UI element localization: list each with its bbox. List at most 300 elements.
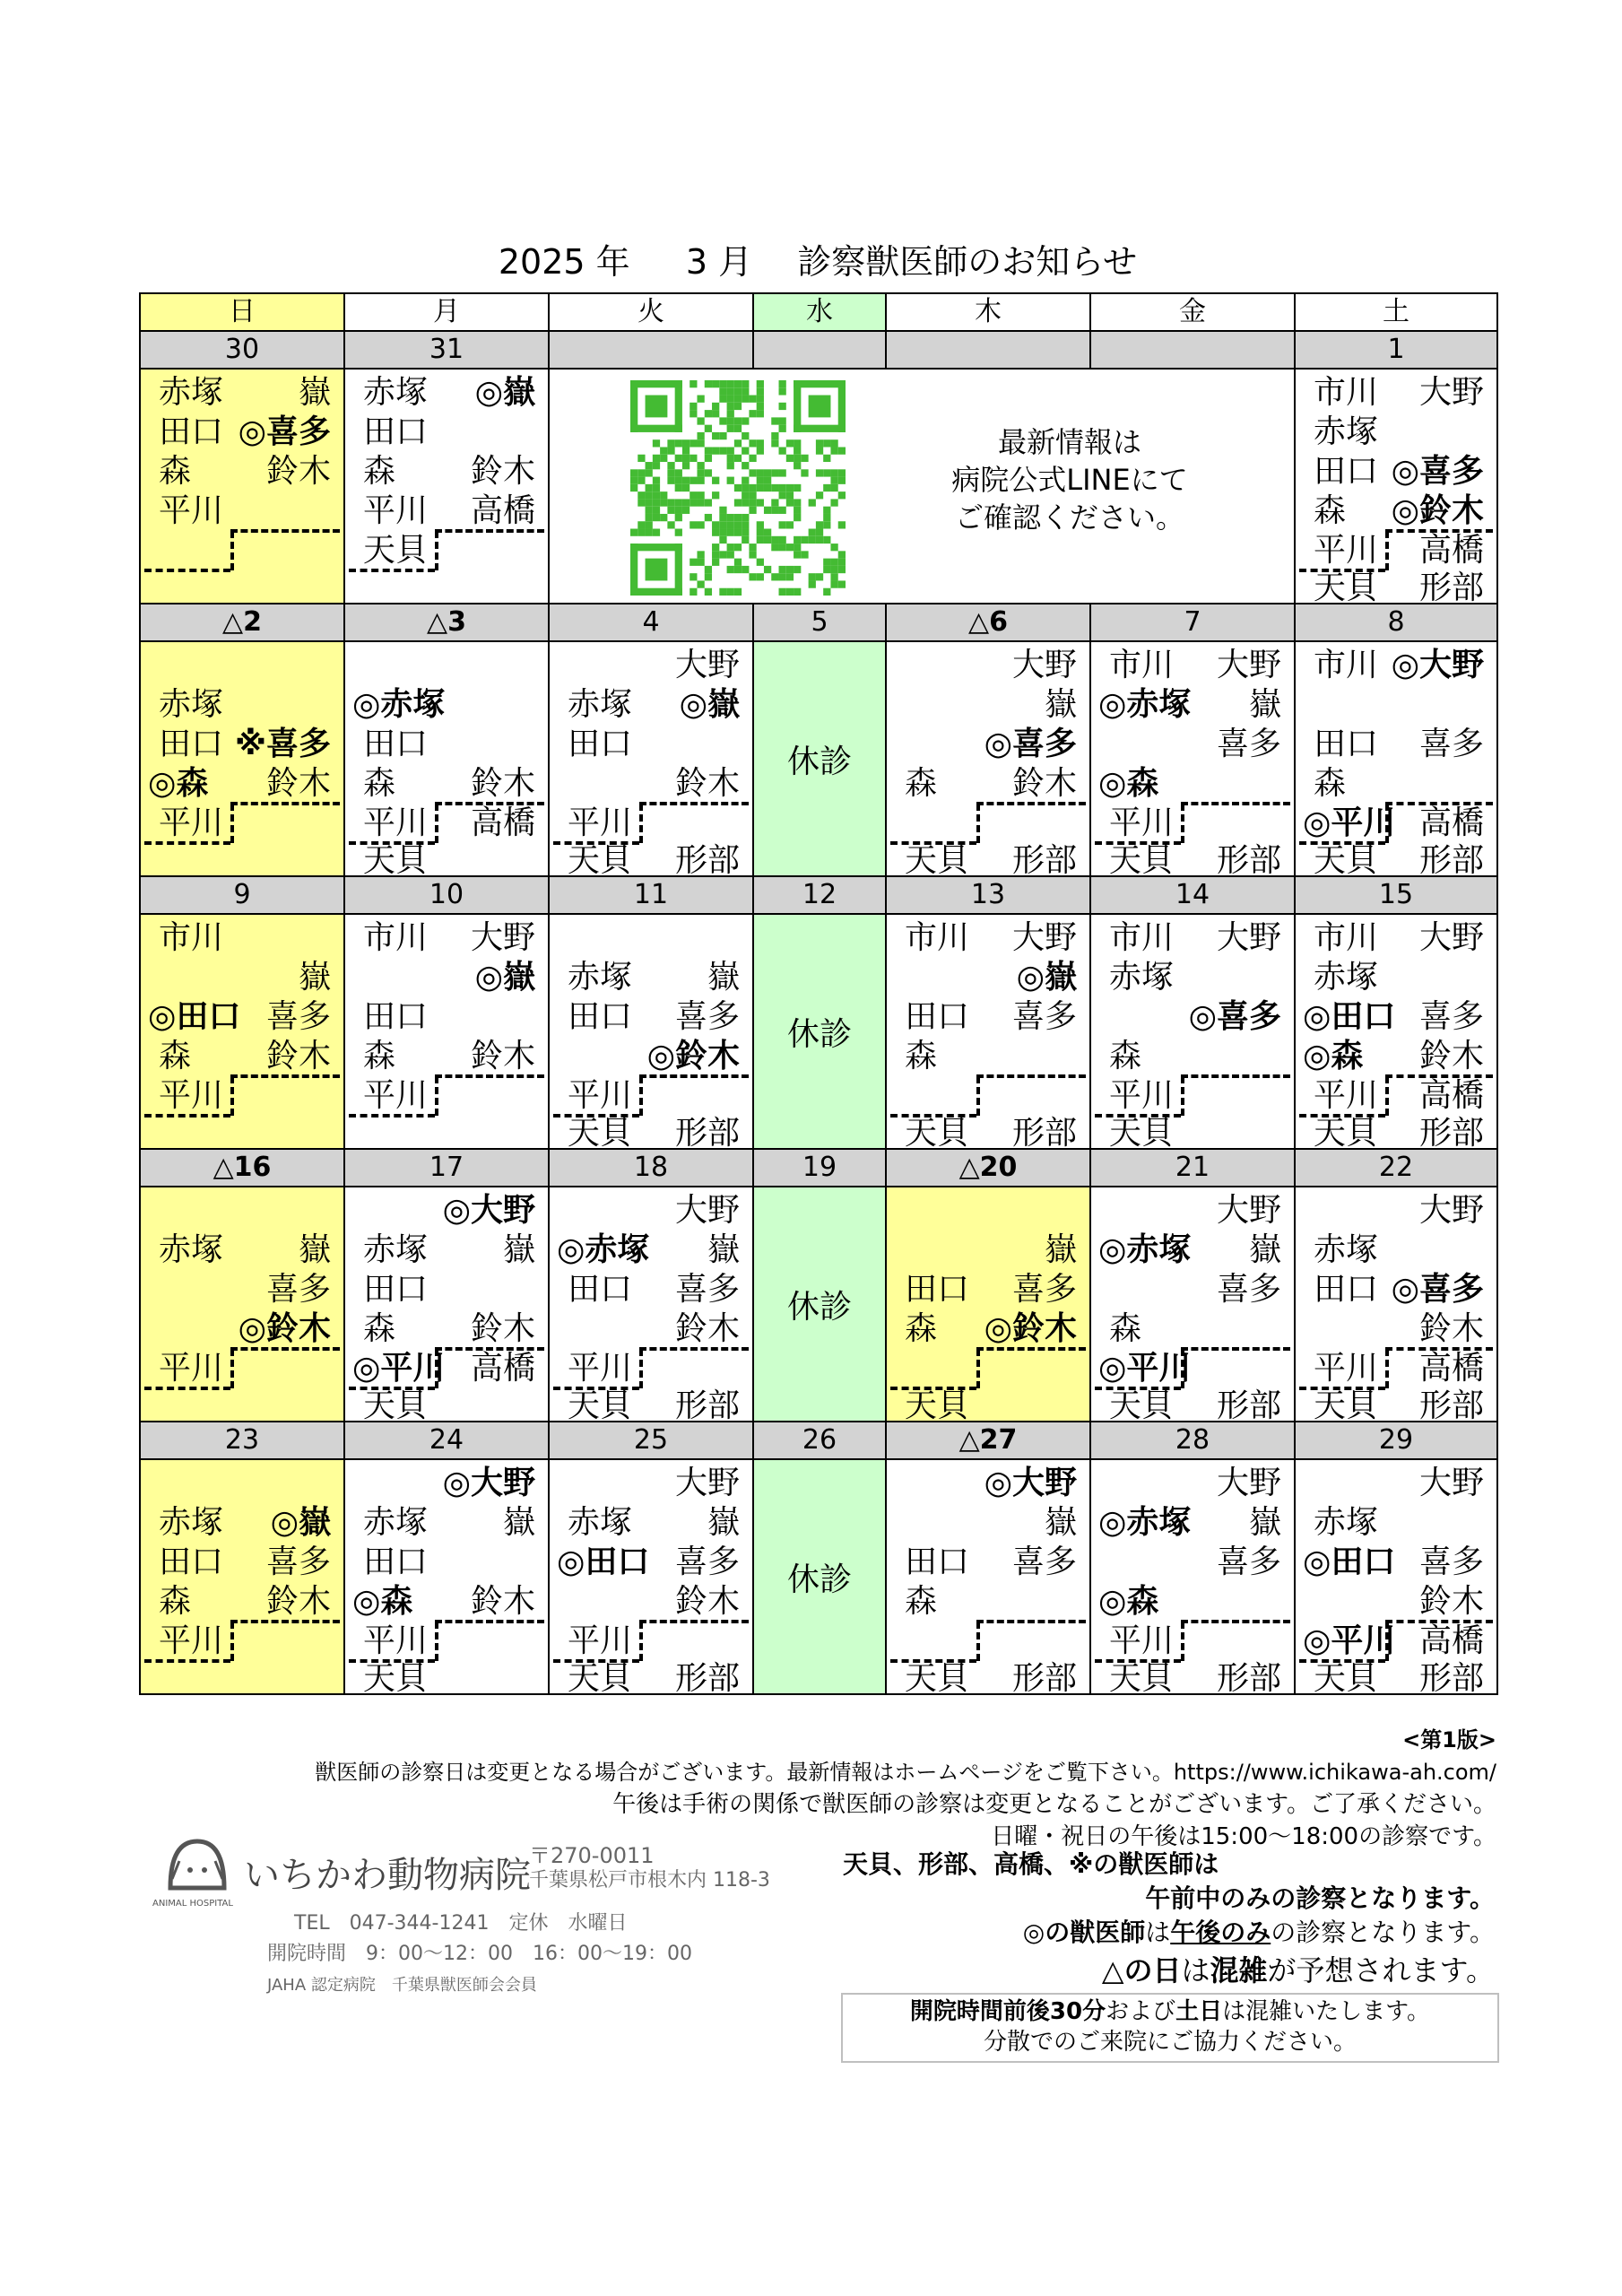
divider-line [639, 1347, 749, 1351]
vet-name: 喜多 [1011, 1544, 1077, 1580]
vet-name: 田口 [905, 998, 970, 1035]
divider-line [553, 1659, 639, 1663]
divider-line [435, 1620, 544, 1623]
date-cell: △16 [140, 1149, 344, 1187]
date-cell: 19 [753, 1149, 886, 1187]
day-cell [140, 1187, 344, 1422]
vet-name: ◎赤塚 [557, 1231, 650, 1268]
divider-line [639, 804, 643, 843]
vet-name: 大野 [1418, 1192, 1484, 1229]
vet-name: 赤塚 [1314, 1504, 1379, 1541]
day-cell [886, 641, 1090, 879]
vet-name: 大野 [470, 919, 535, 956]
divider-line [1095, 1659, 1181, 1663]
vet-name: 鈴木 [1011, 765, 1077, 802]
divider-line [1181, 804, 1184, 843]
vet-name: 田口 [905, 1544, 970, 1580]
divider-line [435, 1349, 438, 1388]
vet-name: 鈴木 [265, 1038, 331, 1074]
vet-name: 鈴木 [265, 1583, 331, 1620]
schedule-row [140, 1187, 1497, 1422]
divider-line [230, 1076, 234, 1116]
divider-line [1385, 531, 1389, 570]
divider-line [890, 1659, 976, 1663]
vet-name: 市川 [363, 919, 429, 956]
vet-name: 喜多 [674, 1271, 740, 1308]
day-cell [344, 1187, 549, 1422]
day-cell [886, 1187, 1090, 1422]
vet-name: 喜多 [265, 1271, 331, 1308]
vet-name: 市川 [1314, 647, 1379, 683]
hospital-address: 千葉県松戸市根木内 118-3 [529, 1869, 770, 1892]
divider-line [1299, 841, 1385, 845]
vet-name: 喜多 [1011, 998, 1077, 1035]
divider-line [639, 1622, 643, 1661]
vet-name: ◎森 [352, 1583, 413, 1620]
vet-name: 赤塚 [1109, 959, 1175, 996]
vet-name: 田口 [1314, 726, 1379, 762]
date-cell: △6 [886, 604, 1090, 641]
weekday-5: 金 [1090, 293, 1295, 331]
divider-line [144, 1114, 230, 1118]
date-cell: 21 [1090, 1149, 1295, 1187]
vet-name: 形部 [674, 1115, 740, 1152]
vet-name: 形部 [1216, 1660, 1281, 1697]
day-cell [1295, 914, 1497, 1152]
day-cell [344, 914, 549, 1149]
vet-name: 田口 [363, 413, 429, 450]
vet-name: 赤塚 [568, 686, 633, 723]
vet-name: ◎嶽 [679, 686, 740, 723]
divider-line [349, 1659, 435, 1663]
vet-name: 天貝 [905, 1115, 970, 1152]
vet-name: 天貝 [363, 1660, 429, 1697]
vet-name: 天貝 [568, 842, 633, 879]
vet-name: 嶽 [502, 1504, 535, 1541]
vet-name: 天貝 [568, 1115, 633, 1152]
vet-name: 平川 [568, 804, 633, 841]
day-cell [1295, 1187, 1497, 1422]
vet-name: 鈴木 [674, 1583, 740, 1620]
divider-line [435, 1074, 544, 1078]
divider-line [230, 529, 340, 533]
vet-name: 嶽 [1248, 1231, 1281, 1268]
vet-name: 赤塚 [159, 1231, 224, 1268]
date-row [140, 1149, 1497, 1187]
divider-line [976, 1076, 980, 1116]
note-line-pm: ◎の獣医師は午後のみの診察となります。 [1022, 1918, 1495, 1947]
vet-name: 平川 [1109, 1622, 1175, 1659]
date-cell: 10 [344, 876, 549, 914]
vet-name: ◎森 [1098, 765, 1159, 802]
vet-name: 森 [1314, 765, 1347, 802]
vet-name: ◎嶽 [1016, 959, 1077, 996]
date-cell: 11 [549, 876, 753, 914]
closed-label: 休診 [786, 743, 852, 780]
vet-name: 天貝 [1314, 1387, 1379, 1424]
weekday-3: 水 [753, 293, 886, 331]
divider-line [639, 802, 749, 805]
vet-name: 平川 [159, 492, 224, 529]
day-cell [1295, 369, 1497, 604]
divider-line [639, 1076, 643, 1116]
vet-name: 大野 [1418, 1465, 1484, 1501]
date-cell [753, 331, 886, 369]
divider-line [230, 531, 234, 570]
date-cell: 7 [1090, 604, 1295, 641]
date-cell: 23 [140, 1422, 344, 1459]
divider-line [1181, 1622, 1184, 1661]
hospital-hours: 開院時間 9：00〜12：00 16：00〜19：00 [267, 1943, 692, 1965]
divider-line [1385, 1347, 1493, 1351]
divider-line [1181, 802, 1290, 805]
line-qr-code-icon[interactable] [630, 380, 846, 596]
date-cell: △20 [886, 1149, 1090, 1187]
crowd-notice-box: 開院時間前後30分および土日は混雑いたします。 分散でのご来院にご協力ください。 [841, 1993, 1499, 2063]
vet-name: 森 [159, 1038, 192, 1074]
vet-name: 天貝 [1314, 1660, 1379, 1697]
vet-name: 森 [905, 765, 938, 802]
vet-name: ◎森 [148, 765, 209, 802]
vet-name: ◎田口 [1303, 998, 1396, 1035]
vet-name: 高橋 [470, 492, 535, 529]
vet-name: 平川 [1314, 532, 1379, 569]
vet-name: 平川 [363, 492, 429, 529]
vet-name: 天貝 [363, 1387, 429, 1424]
divider-line [639, 1074, 749, 1078]
divider-line [1095, 841, 1181, 845]
vet-name: 鈴木 [470, 1310, 535, 1347]
weekday-4: 木 [886, 293, 1090, 331]
closed-label: 休診 [786, 1288, 852, 1326]
vet-name: 喜多 [1418, 1544, 1484, 1580]
vet-name: 天貝 [1314, 570, 1379, 606]
vet-name: 鈴木 [470, 1038, 535, 1074]
divider-line [435, 531, 438, 570]
date-row [140, 876, 1497, 914]
vet-name: ◎鈴木 [646, 1038, 740, 1074]
schedule-row [140, 369, 1497, 604]
vet-name: ◎喜多 [238, 413, 331, 450]
divider-line [976, 1622, 980, 1661]
vet-name: 森 [363, 1310, 396, 1347]
vet-name: ◎鈴木 [1391, 492, 1484, 529]
weekday-1: 月 [344, 293, 549, 331]
vet-name: 赤塚 [363, 374, 429, 411]
date-cell: 5 [753, 604, 886, 641]
vet-name: 田口 [1314, 1271, 1379, 1308]
edition-label: <第1版> [1402, 1727, 1496, 1752]
vet-name: 形部 [1418, 570, 1484, 606]
divider-line [553, 1387, 639, 1390]
divider-line [1181, 1076, 1184, 1116]
day-cell [140, 914, 344, 1149]
vet-name: ◎喜多 [1391, 453, 1484, 490]
divider-line [976, 1349, 980, 1388]
divider-line [349, 1387, 435, 1390]
divider-line [1385, 804, 1389, 843]
weekday-header-row [140, 293, 1497, 331]
calendar-table [139, 292, 1498, 1695]
vet-name: 市川 [1314, 919, 1379, 956]
vet-name: 平川 [1109, 804, 1175, 841]
divider-line [1385, 1622, 1389, 1661]
vet-name: ◎平川 [1303, 804, 1396, 841]
divider-line [890, 1387, 976, 1390]
vet-name: 高橋 [1418, 532, 1484, 569]
day-cell [1090, 641, 1295, 879]
vet-name: 天貝 [568, 1387, 633, 1424]
vet-name: 形部 [1216, 1387, 1281, 1424]
divider-line [1299, 1387, 1385, 1390]
vet-name: 形部 [674, 1660, 740, 1697]
vet-name: 大野 [1216, 919, 1281, 956]
divider-line [349, 1114, 435, 1118]
vet-name: 天貝 [905, 842, 970, 879]
vet-name: 田口 [1314, 453, 1379, 490]
vet-name: ◎大野 [984, 1465, 1077, 1501]
divider-line [144, 1659, 230, 1663]
vet-name: 高橋 [1418, 1077, 1484, 1114]
line-qr-cell [549, 369, 1295, 604]
vet-name: 田口 [363, 1271, 429, 1308]
vet-name: 喜多 [1216, 1271, 1281, 1308]
vet-name: ◎嶽 [270, 1504, 331, 1541]
vet-name: 赤塚 [159, 1504, 224, 1541]
note-line-3: 日曜・祝日の午後は15:00〜18:00の診察です。 [991, 1823, 1496, 1850]
vet-name: ◎嶽 [474, 959, 535, 996]
vet-name: ◎大野 [442, 1192, 535, 1229]
vet-name: 鈴木 [470, 1583, 535, 1620]
vet-name: ◎鈴木 [984, 1310, 1077, 1347]
vet-name: 森 [363, 1038, 396, 1074]
vet-name: 喜多 [1418, 726, 1484, 762]
date-cell: 24 [344, 1422, 549, 1459]
note-bold-2: 午前中のみの診察となります。 [1145, 1883, 1495, 1913]
vet-name: 天貝 [1109, 1387, 1175, 1424]
day-cell [1295, 1459, 1497, 1697]
vet-name: 森 [905, 1583, 938, 1620]
vet-name: 嶽 [298, 1231, 331, 1268]
date-cell: 9 [140, 876, 344, 914]
vet-name: 天貝 [1314, 842, 1379, 879]
vet-name: 大野 [1011, 647, 1077, 683]
date-cell: 1 [1295, 331, 1497, 369]
vet-name: 平川 [1314, 1077, 1379, 1114]
vet-name: 天貝 [1109, 1660, 1175, 1697]
day-cell [140, 1459, 344, 1694]
closed-label: 休診 [786, 1015, 852, 1053]
divider-line [976, 1347, 1086, 1351]
vet-name: 形部 [1418, 1660, 1484, 1697]
vet-name: 形部 [1418, 1387, 1484, 1424]
vet-name: 喜多 [1418, 998, 1484, 1035]
divider-line [976, 1620, 1086, 1623]
vet-name: 大野 [674, 1192, 740, 1229]
closed-label: 休診 [786, 1561, 852, 1598]
divider-line [553, 841, 639, 845]
vet-name: 嶽 [707, 1231, 740, 1268]
vet-name: ◎赤塚 [1098, 1231, 1192, 1268]
hospital-info [152, 1825, 834, 2005]
divider-line [144, 1387, 230, 1390]
divider-line [435, 1076, 438, 1116]
vet-name: 平川 [568, 1077, 633, 1114]
vet-name: 鈴木 [470, 765, 535, 802]
vet-name: 森 [905, 1310, 938, 1347]
vet-name: 田口 [363, 1544, 429, 1580]
day-cell [549, 641, 753, 879]
vet-name: 高橋 [470, 1350, 535, 1387]
divider-line [349, 569, 435, 572]
logo-text: ANIMAL HOSPITAL [152, 1899, 233, 1909]
day-cell [1295, 641, 1497, 879]
date-cell: 8 [1295, 604, 1497, 641]
hospital-jaha: JAHA 認定病院 千葉県獣医師会会員 [267, 1976, 537, 1995]
hospital-tel: TEL 047-344-1241 定休 水曜日 [294, 1912, 628, 1935]
vet-name: ◎田口 [557, 1544, 650, 1580]
vet-name: 形部 [674, 1387, 740, 1424]
divider-line [230, 1622, 234, 1661]
vet-name: 鈴木 [1418, 1583, 1484, 1620]
date-row [140, 604, 1497, 641]
vet-name: 赤塚 [568, 1504, 633, 1541]
date-cell: 17 [344, 1149, 549, 1187]
hospital-zip: 〒270-0011 [529, 1843, 655, 1868]
vet-name: ◎喜多 [1188, 998, 1281, 1035]
vet-name: 平川 [1109, 1077, 1175, 1114]
divider-line [1095, 1114, 1181, 1118]
weekday-0: 日 [140, 293, 344, 331]
vet-name: 田口 [568, 998, 633, 1035]
vet-name: 鈴木 [674, 765, 740, 802]
vet-name: 喜多 [1011, 1271, 1077, 1308]
date-cell: 31 [344, 331, 549, 369]
divider-line [1095, 1387, 1181, 1390]
vet-name: 平川 [1314, 1350, 1379, 1387]
divider-line [639, 1349, 643, 1388]
vet-name: 赤塚 [568, 959, 633, 996]
vet-name: ◎平川 [352, 1350, 446, 1387]
vet-name: 嶽 [1044, 686, 1077, 723]
vet-name: 赤塚 [1314, 1231, 1379, 1268]
hospital-name: いちかわ動物病院 [244, 1855, 531, 1896]
divider-line [230, 1074, 340, 1078]
note-line-2: 午後は手術の関係で獣医師の診察は変更となることがございます。ご了承ください。 [612, 1791, 1496, 1818]
divider-line [230, 1620, 340, 1623]
divider-line [230, 802, 340, 805]
vet-name: ◎大野 [1391, 647, 1484, 683]
vet-name: 市川 [159, 919, 224, 956]
vet-name: ◎田口 [148, 998, 241, 1035]
vet-name: 大野 [1216, 647, 1281, 683]
divider-line [1299, 1659, 1385, 1663]
day-cell [886, 914, 1090, 1152]
date-cell: 25 [549, 1422, 753, 1459]
day-cell [344, 369, 549, 604]
divider-line [976, 1074, 1086, 1078]
day-cell [753, 1187, 886, 1422]
date-cell: 28 [1090, 1422, 1295, 1459]
vet-name: 赤塚 [159, 686, 224, 723]
vet-name: 高橋 [470, 804, 535, 841]
divider-line [976, 804, 980, 843]
vet-name: 赤塚 [1314, 959, 1379, 996]
vet-name: 天貝 [363, 842, 429, 879]
vet-name: 森 [1109, 1310, 1142, 1347]
vet-name: 大野 [1418, 919, 1484, 956]
vet-name: 鈴木 [265, 453, 331, 490]
date-row [140, 1422, 1497, 1459]
vet-name: 形部 [1418, 842, 1484, 879]
vet-name: 大野 [1216, 1465, 1281, 1501]
vet-name: 鈴木 [1418, 1310, 1484, 1347]
vet-name: 高橋 [1418, 1350, 1484, 1387]
divider-line [435, 1622, 438, 1661]
vet-name: 森 [1314, 492, 1347, 529]
vet-name: 高橋 [1418, 1622, 1484, 1659]
page-title: 2025 年 3 月 診察獣医師のお知らせ [498, 242, 1138, 282]
vet-name: 天貝 [1109, 842, 1175, 879]
vet-name: 嶽 [1044, 1504, 1077, 1541]
divider-line [553, 1114, 639, 1118]
divider-line [1299, 569, 1385, 572]
schedule-row [140, 641, 1497, 876]
vet-name: 嶽 [1044, 1231, 1077, 1268]
date-cell [1090, 331, 1295, 369]
date-cell [549, 331, 753, 369]
vet-name: ◎大野 [442, 1465, 535, 1501]
date-cell: 18 [549, 1149, 753, 1187]
divider-line [1299, 1114, 1385, 1118]
divider-line [639, 1620, 749, 1623]
vet-name: 平川 [363, 804, 429, 841]
date-cell: △2 [140, 604, 344, 641]
date-cell: 30 [140, 331, 344, 369]
divider-line [890, 841, 976, 845]
vet-name: 大野 [674, 1465, 740, 1501]
vet-name: 形部 [1216, 842, 1281, 879]
day-cell [344, 641, 549, 879]
divider-line [349, 841, 435, 845]
day-cell [753, 914, 886, 1149]
date-cell [886, 331, 1090, 369]
divider-line [1181, 1620, 1290, 1623]
date-cell: 4 [549, 604, 753, 641]
date-cell: △3 [344, 604, 549, 641]
vet-name: ◎赤塚 [1098, 1504, 1192, 1541]
schedule-row [140, 1459, 1497, 1694]
vet-name: 高橋 [1418, 804, 1484, 841]
day-cell [344, 1459, 549, 1697]
vet-name: 嶽 [707, 1504, 740, 1541]
vet-name: 喜多 [1216, 726, 1281, 762]
divider-line [230, 804, 234, 843]
vet-name: 天貝 [1314, 1115, 1379, 1152]
divider-line [230, 1349, 234, 1388]
day-cell [549, 914, 753, 1152]
vet-name: 赤塚 [159, 374, 224, 411]
vet-name: ◎喜多 [1391, 1271, 1484, 1308]
weekday-2: 火 [549, 293, 753, 331]
vet-name: 市川 [1109, 647, 1175, 683]
vet-name: ◎嶽 [474, 374, 535, 411]
vet-name: 形部 [1011, 842, 1077, 879]
vet-name: 天貝 [363, 532, 429, 569]
vet-name: 形部 [1011, 1660, 1077, 1697]
vet-name: 大野 [674, 647, 740, 683]
date-cell: 26 [753, 1422, 886, 1459]
